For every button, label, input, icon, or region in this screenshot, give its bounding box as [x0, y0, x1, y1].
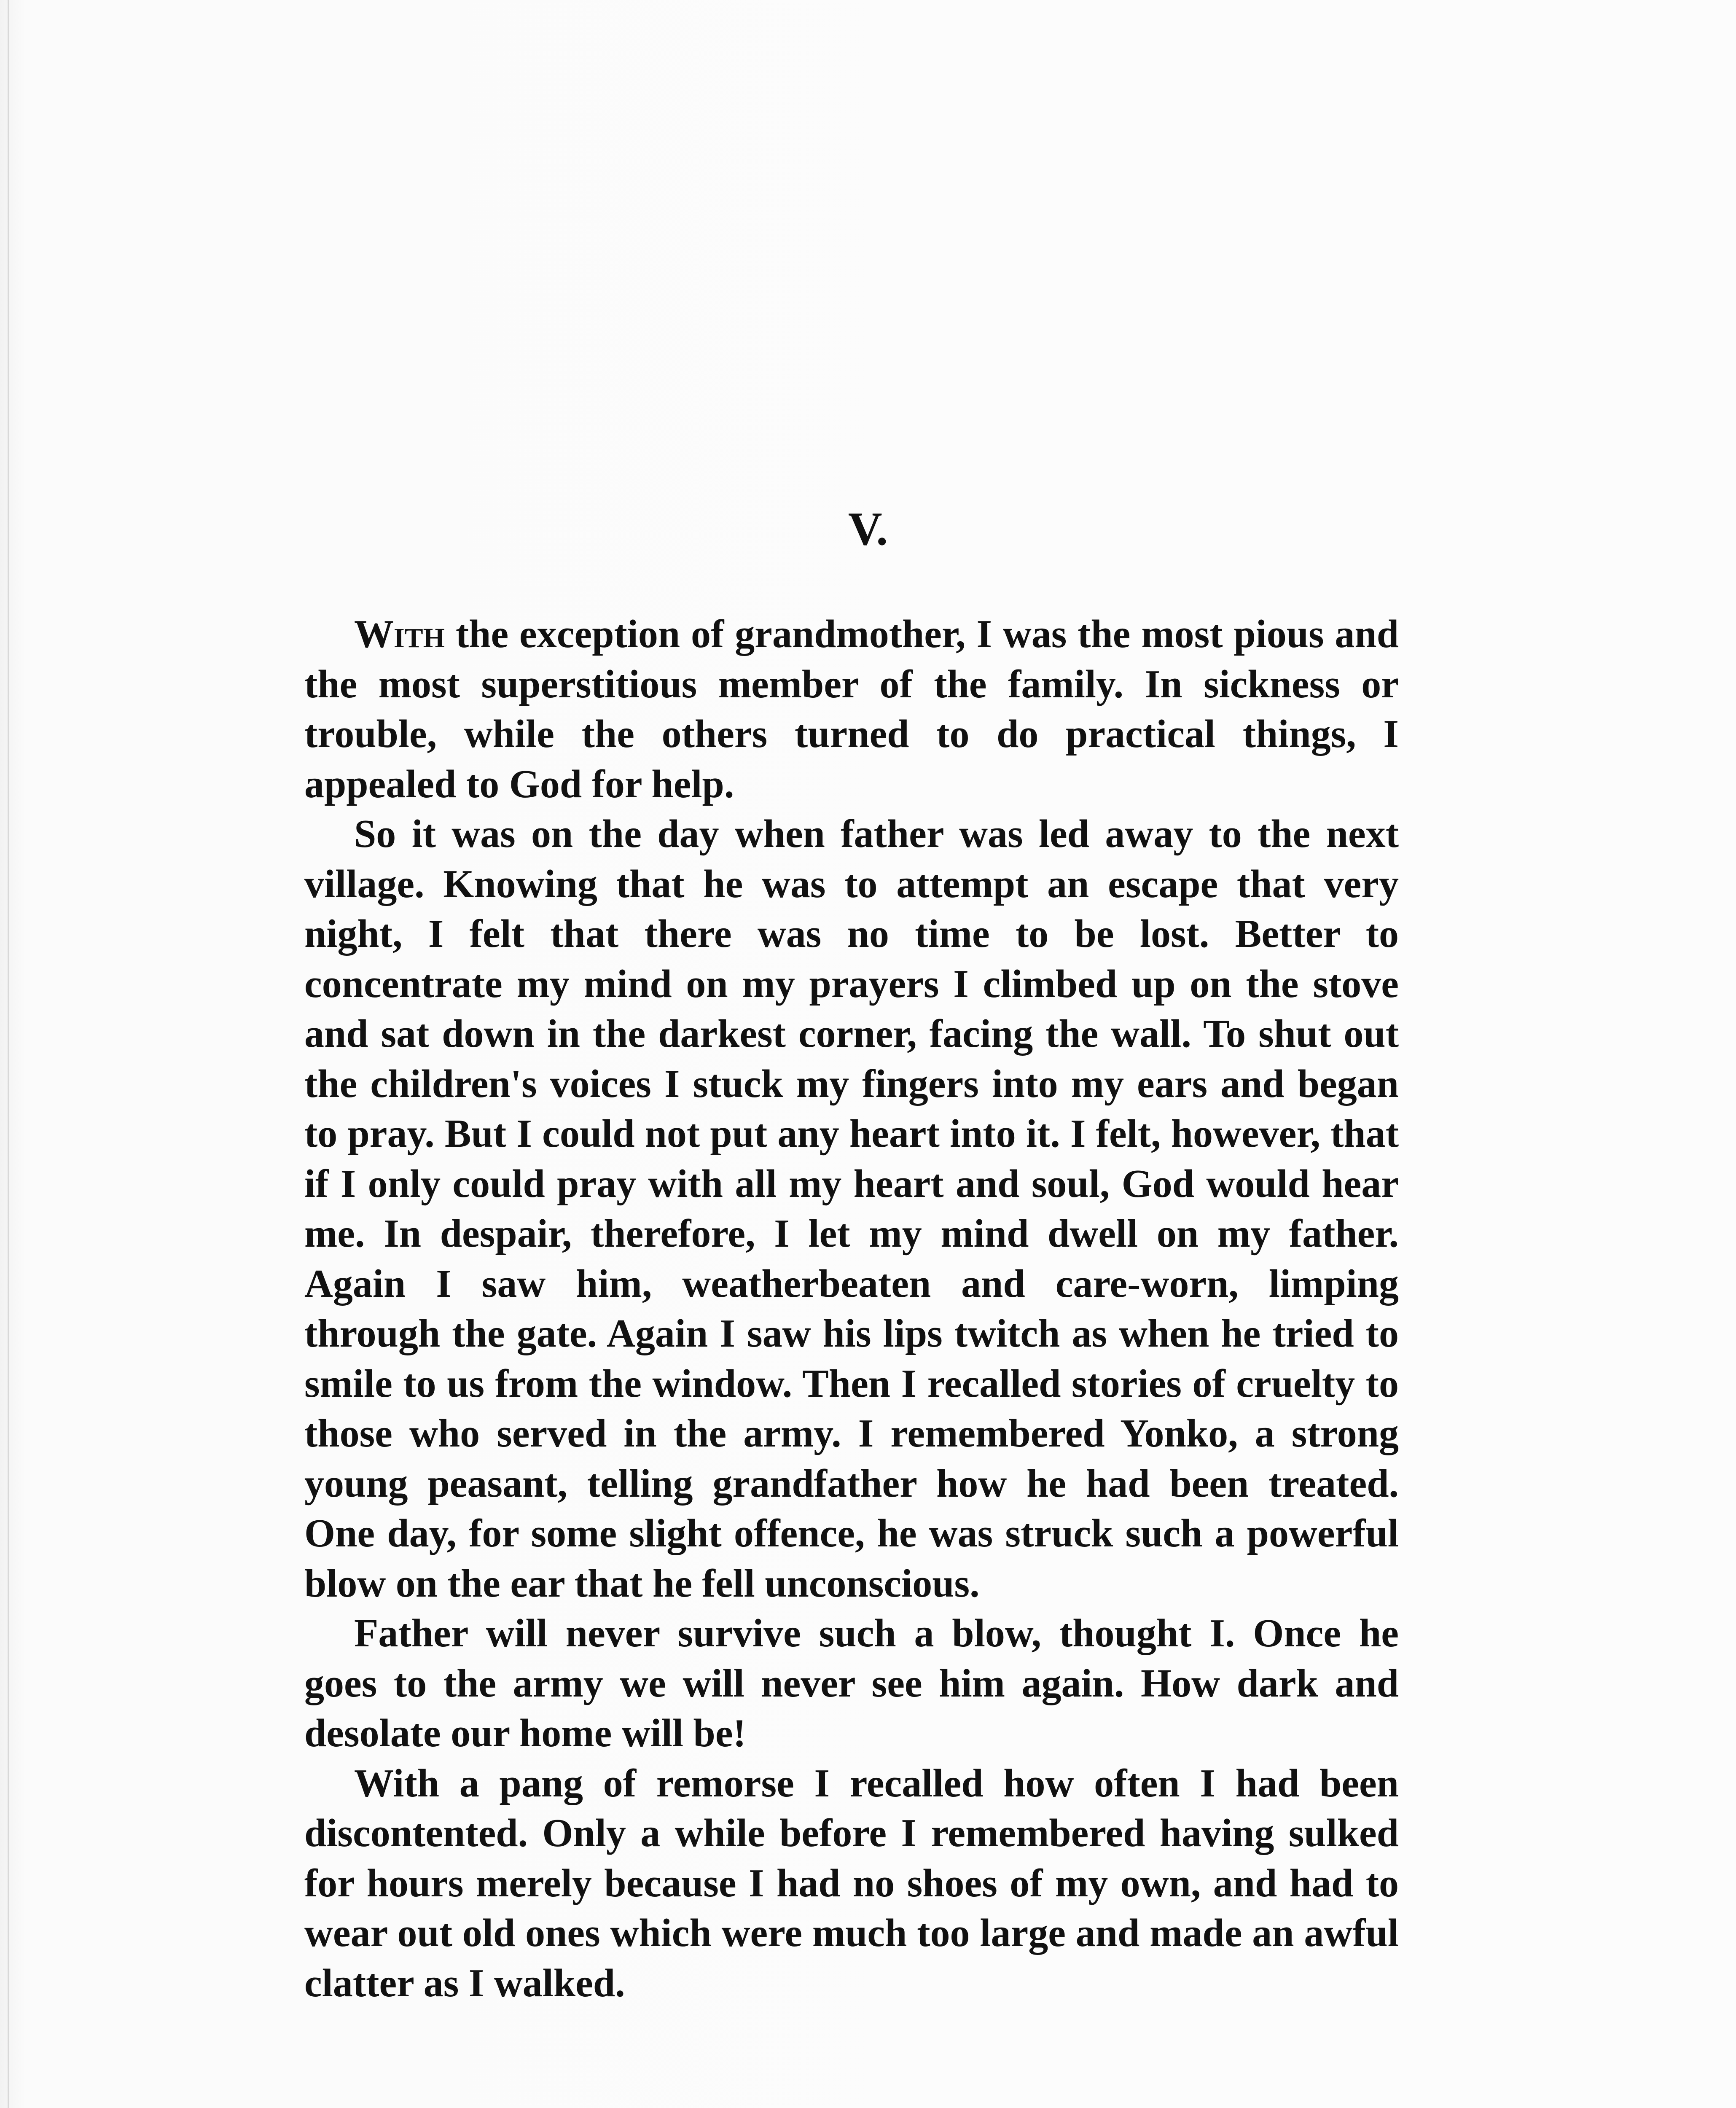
chapter-heading: V. [848, 503, 888, 555]
paragraph-3: Father will never survive such a blow, thought I. Once he goes to the army we will never see him again. How dark and desolate our home will be! [304, 1611, 1399, 1755]
page-edge [8, 0, 9, 2108]
body-text [304, 609, 1399, 2008]
paragraph-lead-word: With [354, 612, 445, 656]
paragraph-4: With a pang of remorse I recalled how often I had been discontented. Only a while before I remembered having sulked for hours merely because I had no shoes of my own, and had to wear out old ones which were much too large and made an awful clatter as I walked. [304, 1761, 1399, 2005]
paragraph-1 [304, 609, 1399, 809]
paragraph-2: So it was on the day when father was led away to the next village. Knowing that he was to attempt an escape that very night, I felt that there was no time to be lost. Better to concentrate my mind on my prayers I climbed up on the stove and sat down in the darkest corner, facing the wall. To shut out the children's voices I stuck my fingers into my ears and began to pray. But I could not put any heart into it. I felt, however, that if I only could pray with all my heart and soul, God would hear me. In despair, therefore, I let my mind dwell on my father. Again I saw him, weatherbeaten and care-worn, limping through the gate. Again I saw his lips twitch as when he tried to smile to us from the window. Then I recalled stories of cruelty to those who served in the army. I remembered Yonko, a strong young peasant, telling grandfather how he had been treated. One day, for some slight offence, he was struck such a powerful blow on the ear that he fell unconscious. [304, 812, 1399, 1605]
paragraph-1-text: the exception of grandmother, I was the most pious and the most superstitious member of the family. In sickness or trouble, while the others turned to do practical things, I appealed to God for help. [304, 612, 1399, 806]
